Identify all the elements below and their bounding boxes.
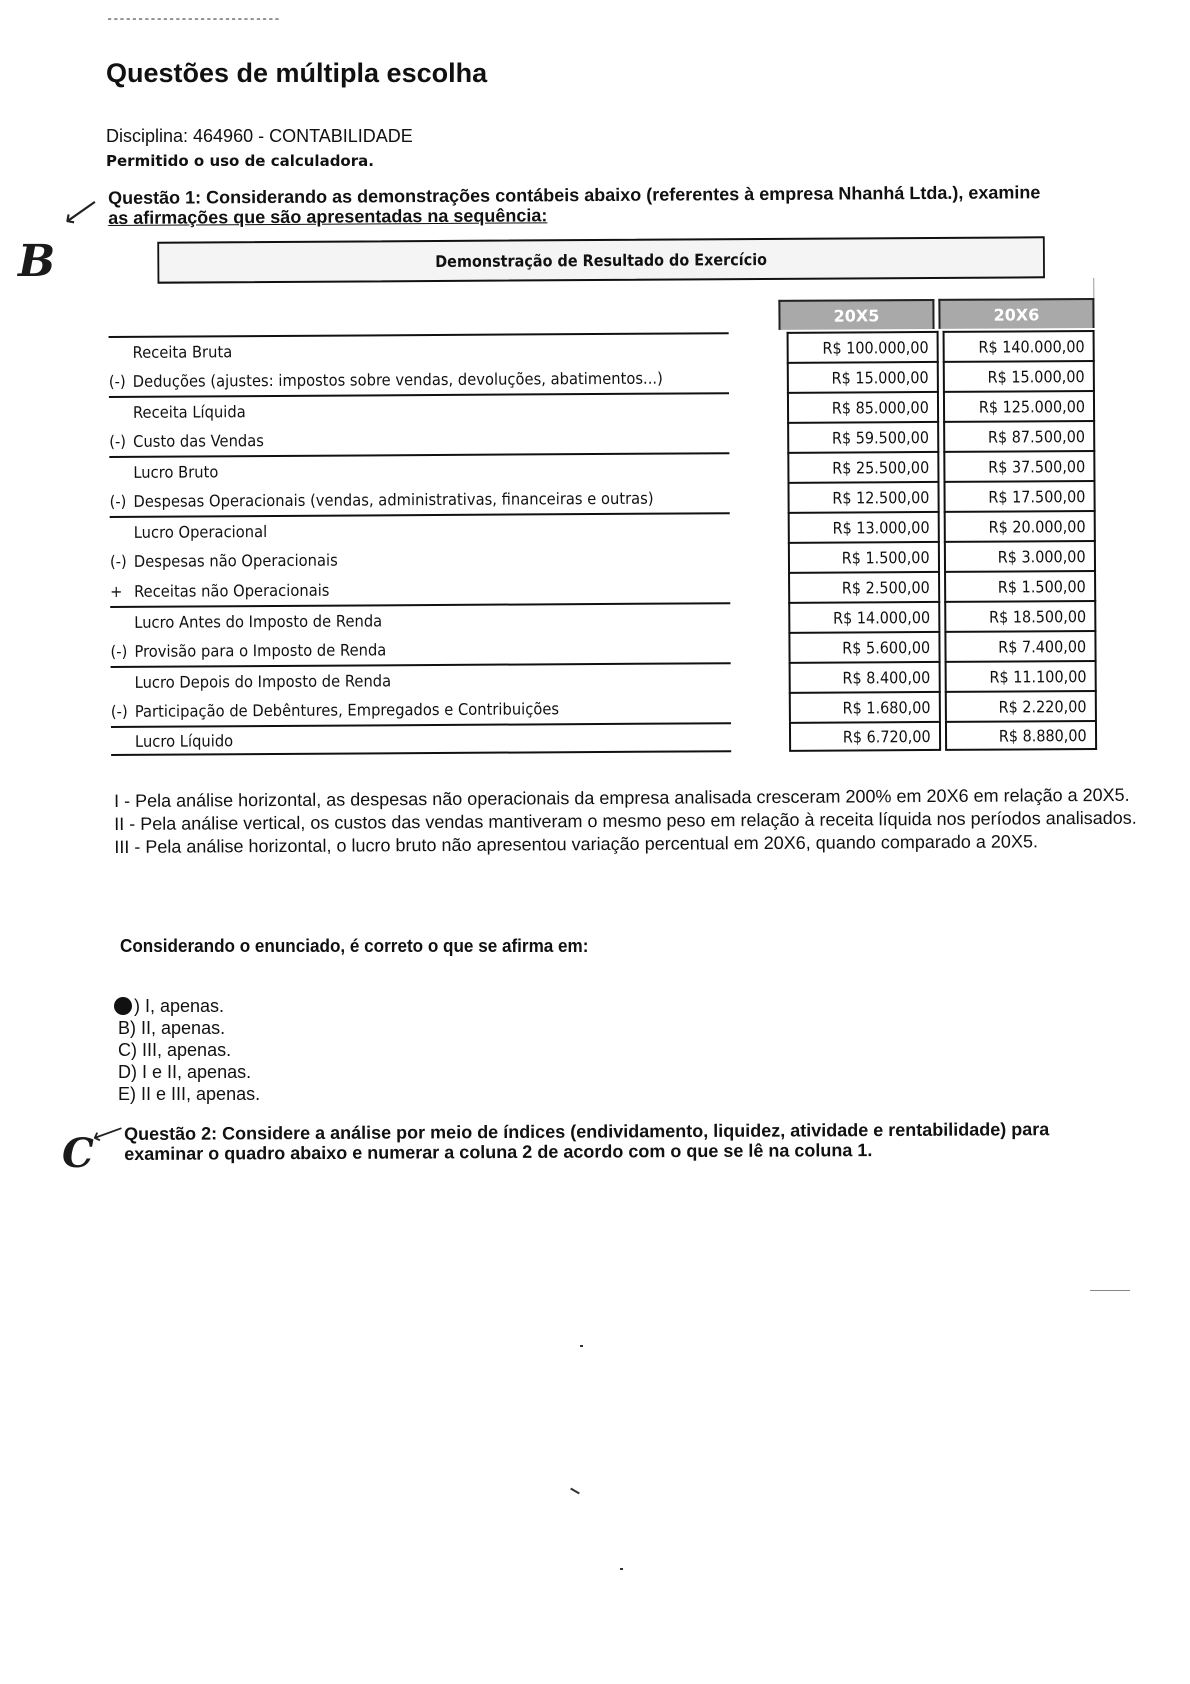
value-20x5: R$ 85.000,00 — [787, 391, 939, 422]
table-title: Demonstração de Resultado do Exercício — [157, 236, 1045, 283]
question-1-text — [108, 181, 1178, 228]
row-label: Deduções (ajustes: impostos sobre vendas, devoluções, abatimentos...) — [132, 368, 663, 391]
statement-ii: II - Pela análise vertical, os custos das vendas mantiveram o mesmo peso em relação à receita líquida nos períodos analisados. — [114, 807, 1137, 834]
row-label: Lucro Operacional — [133, 521, 268, 542]
option-b[interactable] — [118, 1017, 260, 1039]
row-sign: (-) — [109, 491, 127, 511]
value-20x6: R$ 7.400,00 — [944, 630, 1096, 661]
question-1-line-2: as afirmações que são apresentadas na sequência: — [108, 205, 548, 228]
value-20x6: R$ 20.000,00 — [944, 510, 1096, 541]
option-letter: B) — [118, 1018, 136, 1038]
option-e[interactable] — [118, 1083, 260, 1105]
filled-answer-mark-icon — [114, 997, 132, 1015]
row-sign: (-) — [110, 641, 128, 661]
handwritten-answer-q1: B — [18, 236, 56, 287]
calculator-note: Permitido o uso de calculadora. — [106, 152, 374, 170]
option-letter: E) — [118, 1084, 136, 1104]
option-a[interactable]: ) I, apenas. — [118, 995, 260, 1017]
value-20x5: R$ 1.500,00 — [788, 541, 940, 572]
option-letter: D) — [118, 1062, 137, 1082]
page-title: Questões de múltipla escolha — [106, 58, 488, 88]
row-label: Receita Líquida — [132, 401, 246, 422]
row-sign: (-) — [108, 371, 126, 391]
column-header-20x5: 20X5 — [778, 299, 934, 330]
value-20x5: R$ 5.600,00 — [788, 631, 940, 662]
table-column-headers — [108, 298, 1094, 334]
question-2-line-2: examinar o quadro abaixo e numerar a coluna 2 de acordo com o que se lê na coluna 1. — [124, 1140, 873, 1164]
option-d[interactable] — [118, 1061, 260, 1083]
row-label: Lucro Bruto — [133, 461, 219, 482]
handwritten-arrow-icon: ⟵ — [56, 188, 105, 235]
option-letter: C) — [118, 1040, 137, 1060]
value-20x5: R$ 25.500,00 — [787, 451, 939, 482]
scan-speck — [1090, 1290, 1130, 1291]
income-statement-table — [108, 236, 1097, 756]
option-text: II, apenas. — [141, 1018, 226, 1038]
value-20x6: R$ 125.000,00 — [943, 390, 1095, 421]
value-20x5: R$ 14.000,00 — [788, 601, 940, 632]
row-sign: (-) — [109, 431, 127, 451]
question-prompt: Considerando o enunciado, é correto o que se afirma em: — [120, 936, 589, 956]
row-sign: + — [110, 581, 123, 601]
value-20x5: R$ 100.000,00 — [787, 331, 939, 362]
value-20x6: R$ 3.000,00 — [944, 540, 1096, 571]
question-1-line-1: Questão 1: Considerando as demonstrações contábeis abaixo (referentes à empresa Nhanhá Ltda.), examine — [108, 182, 1041, 208]
row-label: Participação de Debêntures, Empregados e Contribuições — [134, 698, 560, 721]
question-2-line-1: Questão 2: Considere a análise por meio de índices (endividamento, liquidez, atividade e rentabilidade) para — [124, 1119, 1050, 1144]
row-label: Custo das Vendas — [133, 430, 264, 451]
scan-speck — [620, 1568, 623, 1570]
scan-speck — [570, 1488, 580, 1495]
option-text: I e II, apenas. — [142, 1062, 252, 1082]
value-20x6: R$ 11.100,00 — [945, 660, 1097, 691]
row-label: Receitas não Operacionais — [133, 580, 330, 601]
table-row — [111, 720, 1097, 756]
table-body — [109, 330, 1098, 756]
row-label: Lucro Depois do Imposto de Renda — [134, 670, 392, 692]
value-20x5: R$ 13.000,00 — [788, 511, 940, 542]
value-20x6: R$ 2.220,00 — [945, 690, 1097, 721]
statement-iii: III - Pela análise horizontal, o lucro bruto não apresentou variação percentual em 20X6, quando comparado a 20X5. — [114, 831, 1038, 857]
value-20x6: R$ 18.500,00 — [944, 600, 1096, 631]
statements-list — [114, 784, 1174, 859]
option-text: I, apenas. — [145, 996, 225, 1016]
value-20x5: R$ 6.720,00 — [789, 721, 941, 752]
row-sign: (-) — [109, 551, 127, 571]
value-20x5: R$ 15.000,00 — [787, 361, 939, 392]
statement-i: I - Pela análise horizontal, as despesas não operacionais da empresa analisada cresceram 200% em 20X6 em relação a 20X5. — [114, 784, 1130, 811]
option-text: II e III, apenas. — [141, 1084, 261, 1104]
question-2-text — [124, 1118, 1184, 1164]
option-text: III, apenas. — [142, 1040, 232, 1060]
handwritten-answer-q2: C — [62, 1130, 94, 1177]
row-label: Lucro Líquido — [134, 730, 234, 751]
value-20x6: R$ 8.880,00 — [945, 720, 1097, 751]
scan-speck — [580, 1345, 583, 1347]
discipline-label: Disciplina: 464960 - CONTABILIDADE — [106, 126, 413, 146]
value-20x5: R$ 8.400,00 — [789, 661, 941, 692]
value-20x6: R$ 37.500,00 — [943, 450, 1095, 481]
value-20x6: R$ 140.000,00 — [943, 330, 1095, 361]
top-dashed-rule: ---------------------------- — [106, 12, 280, 26]
row-label: Receita Bruta — [132, 341, 233, 362]
answer-options — [118, 995, 260, 1105]
value-20x5: R$ 2.500,00 — [788, 571, 940, 602]
value-20x6: R$ 17.500,00 — [943, 480, 1095, 511]
handwritten-arrow-icon: ⟵ — [88, 1115, 127, 1150]
option-c[interactable] — [118, 1039, 260, 1061]
value-20x5: R$ 1.680,00 — [789, 691, 941, 722]
row-label: Lucro Antes do Imposto de Renda — [134, 610, 383, 632]
column-header-20x6: 20X6 — [938, 298, 1094, 329]
row-sign: (-) — [110, 701, 128, 721]
row-label: Despesas não Operacionais — [133, 550, 338, 571]
row-label: Provisão para o Imposto de Renda — [134, 639, 387, 661]
value-20x6: R$ 1.500,00 — [944, 570, 1096, 601]
value-20x6: R$ 87.500,00 — [943, 420, 1095, 451]
value-20x5: R$ 59.500,00 — [787, 421, 939, 452]
value-20x6: R$ 15.000,00 — [943, 360, 1095, 391]
value-20x5: R$ 12.500,00 — [787, 481, 939, 512]
row-label: Despesas Operacionais (vendas, administrativas, financeiras e outras) — [133, 488, 654, 511]
